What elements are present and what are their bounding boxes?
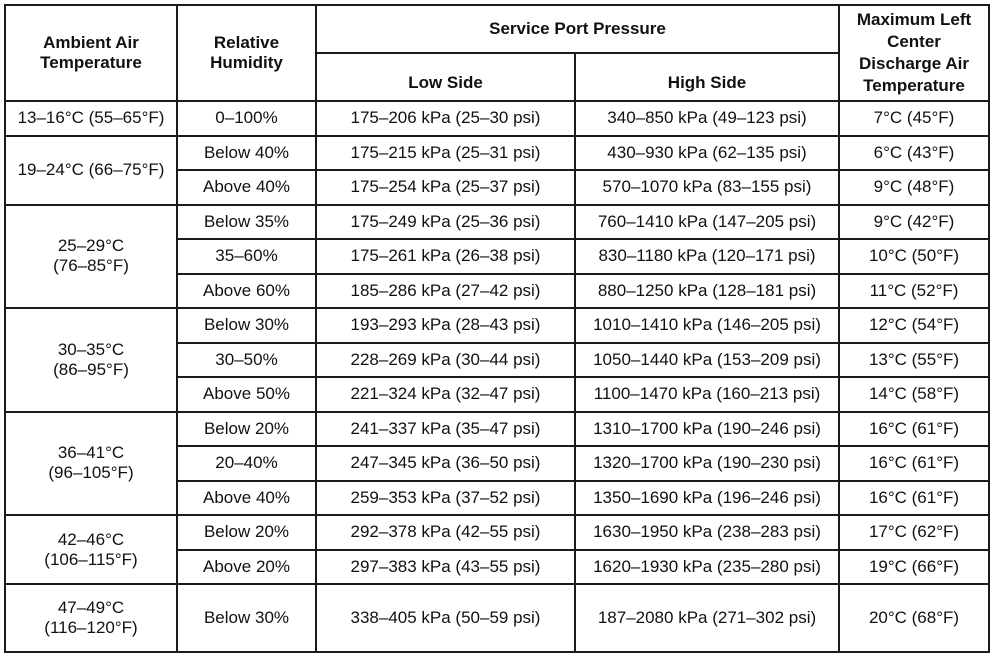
high-side-cell: 1620–1930 kPa (235–280 psi) — [575, 550, 839, 585]
high-side-cell: 430–930 kPa (62–135 psi) — [575, 136, 839, 171]
max-discharge-cell: 9°C (48°F) — [839, 170, 989, 205]
header-ambient: Ambient Air Temperature — [5, 5, 177, 101]
high-side-cell: 1050–1440 kPa (153–209 psi) — [575, 343, 839, 378]
humidity-cell: Below 20% — [177, 515, 316, 550]
high-side-cell: 830–1180 kPa (120–171 psi) — [575, 239, 839, 274]
humidity-cell: Above 40% — [177, 170, 316, 205]
ambient-celsius: 13–16°C (55–65°F) — [17, 108, 165, 128]
max-discharge-cell: 19°C (66°F) — [839, 550, 989, 585]
table-body — [5, 101, 989, 652]
low-side-cell: 175–249 kPa (25–36 psi) — [316, 205, 575, 240]
max-discharge-cell: 16°C (61°F) — [839, 481, 989, 516]
max-discharge-cell: 17°C (62°F) — [839, 515, 989, 550]
max-discharge-cell: 20°C (68°F) — [839, 584, 989, 652]
low-side-cell: 175–206 kPa (25–30 psi) — [316, 101, 575, 136]
ambient-celsius: 19–24°C (66–75°F) — [17, 160, 165, 179]
low-side-cell: 175–261 kPa (26–38 psi) — [316, 239, 575, 274]
ambient-temperature-cell — [5, 515, 177, 584]
high-side-cell: 1630–1950 kPa (238–283 psi) — [575, 515, 839, 550]
pressure-table — [4, 4, 990, 653]
ambient-temperature-cell — [5, 584, 177, 652]
ambient-celsius: 30–35°C — [57, 339, 125, 359]
humidity-cell: Above 20% — [177, 550, 316, 585]
ambient-temperature-cell — [5, 101, 177, 136]
table-row — [5, 136, 989, 171]
humidity-cell: Below 40% — [177, 136, 316, 171]
ambient-celsius: 36–41°C — [57, 443, 125, 463]
ambient-celsius: 47–49°C — [57, 598, 125, 617]
humidity-cell: 0–100% — [177, 101, 316, 136]
table-row — [5, 205, 989, 240]
table-row — [5, 412, 989, 447]
high-side-cell: 1320–1700 kPa (190–230 psi) — [575, 446, 839, 481]
low-side-cell: 247–345 kPa (36–50 psi) — [316, 446, 575, 481]
ambient-fahrenheit: (106–115°F) — [44, 549, 138, 569]
header-service-port: Service Port Pressure — [316, 5, 839, 53]
table-row — [5, 515, 989, 550]
ambient-temperature-cell — [5, 205, 177, 309]
low-side-cell: 259–353 kPa (37–52 psi) — [316, 481, 575, 516]
header-low-side: Low Side — [316, 53, 575, 101]
high-side-cell: 1010–1410 kPa (146–205 psi) — [575, 308, 839, 343]
table-row — [5, 584, 989, 652]
high-side-cell: 880–1250 kPa (128–181 psi) — [575, 274, 839, 309]
humidity-cell: 35–60% — [177, 239, 316, 274]
ambient-temperature-cell — [5, 308, 177, 412]
ambient-celsius: 42–46°C — [57, 529, 125, 549]
high-side-cell: 570–1070 kPa (83–155 psi) — [575, 170, 839, 205]
high-side-cell: 340–850 kPa (49–123 psi) — [575, 101, 839, 136]
max-discharge-cell: 14°C (58°F) — [839, 377, 989, 412]
high-side-cell: 1350–1690 kPa (196–246 psi) — [575, 481, 839, 516]
humidity-cell: Above 50% — [177, 377, 316, 412]
high-side-cell: 1310–1700 kPa (190–246 psi) — [575, 412, 839, 447]
high-side-cell: 1100–1470 kPa (160–213 psi) — [575, 377, 839, 412]
max-discharge-cell: 6°C (43°F) — [839, 136, 989, 171]
low-side-cell: 292–378 kPa (42–55 psi) — [316, 515, 575, 550]
low-side-cell: 175–254 kPa (25–37 psi) — [316, 170, 575, 205]
humidity-cell: Below 35% — [177, 205, 316, 240]
ambient-temperature-cell — [5, 412, 177, 516]
low-side-cell: 338–405 kPa (50–59 psi) — [316, 584, 575, 652]
low-side-cell: 175–215 kPa (25–31 psi) — [316, 136, 575, 171]
header-max-discharge: Maximum Left Center Discharge Air Temperature — [839, 5, 989, 101]
ambient-fahrenheit: (96–105°F) — [48, 463, 134, 483]
humidity-cell: Above 60% — [177, 274, 316, 309]
low-side-cell: 185–286 kPa (27–42 psi) — [316, 274, 575, 309]
high-side-cell: 187–2080 kPa (271–302 psi) — [575, 584, 839, 652]
humidity-cell: Below 20% — [177, 412, 316, 447]
max-discharge-cell: 16°C (61°F) — [839, 412, 989, 447]
max-discharge-cell: 12°C (54°F) — [839, 308, 989, 343]
low-side-cell: 221–324 kPa (32–47 psi) — [316, 377, 575, 412]
ambient-fahrenheit: (116–120°F) — [44, 618, 138, 637]
ambient-temperature-cell — [5, 136, 177, 205]
max-discharge-cell: 7°C (45°F) — [839, 101, 989, 136]
max-discharge-cell: 11°C (52°F) — [839, 274, 989, 309]
low-side-cell: 241–337 kPa (35–47 psi) — [316, 412, 575, 447]
header-high-side: High Side — [575, 53, 839, 101]
pressure-table-document — [4, 4, 990, 653]
low-side-cell: 297–383 kPa (43–55 psi) — [316, 550, 575, 585]
low-side-cell: 193–293 kPa (28–43 psi) — [316, 308, 575, 343]
max-discharge-cell: 16°C (61°F) — [839, 446, 989, 481]
humidity-cell: Below 30% — [177, 584, 316, 652]
max-discharge-cell: 13°C (55°F) — [839, 343, 989, 378]
ambient-celsius: 25–29°C — [57, 236, 125, 256]
table-row — [5, 101, 989, 136]
max-discharge-cell: 10°C (50°F) — [839, 239, 989, 274]
header-humidity: Relative Humidity — [177, 5, 316, 101]
humidity-cell: Above 40% — [177, 481, 316, 516]
high-side-cell: 760–1410 kPa (147–205 psi) — [575, 205, 839, 240]
max-discharge-cell: 9°C (42°F) — [839, 205, 989, 240]
humidity-cell: 30–50% — [177, 343, 316, 378]
ambient-fahrenheit: (86–95°F) — [53, 359, 129, 379]
humidity-cell: 20–40% — [177, 446, 316, 481]
ambient-fahrenheit: (76–85°F) — [53, 256, 129, 276]
low-side-cell: 228–269 kPa (30–44 psi) — [316, 343, 575, 378]
table-row — [5, 308, 989, 343]
humidity-cell: Below 30% — [177, 308, 316, 343]
